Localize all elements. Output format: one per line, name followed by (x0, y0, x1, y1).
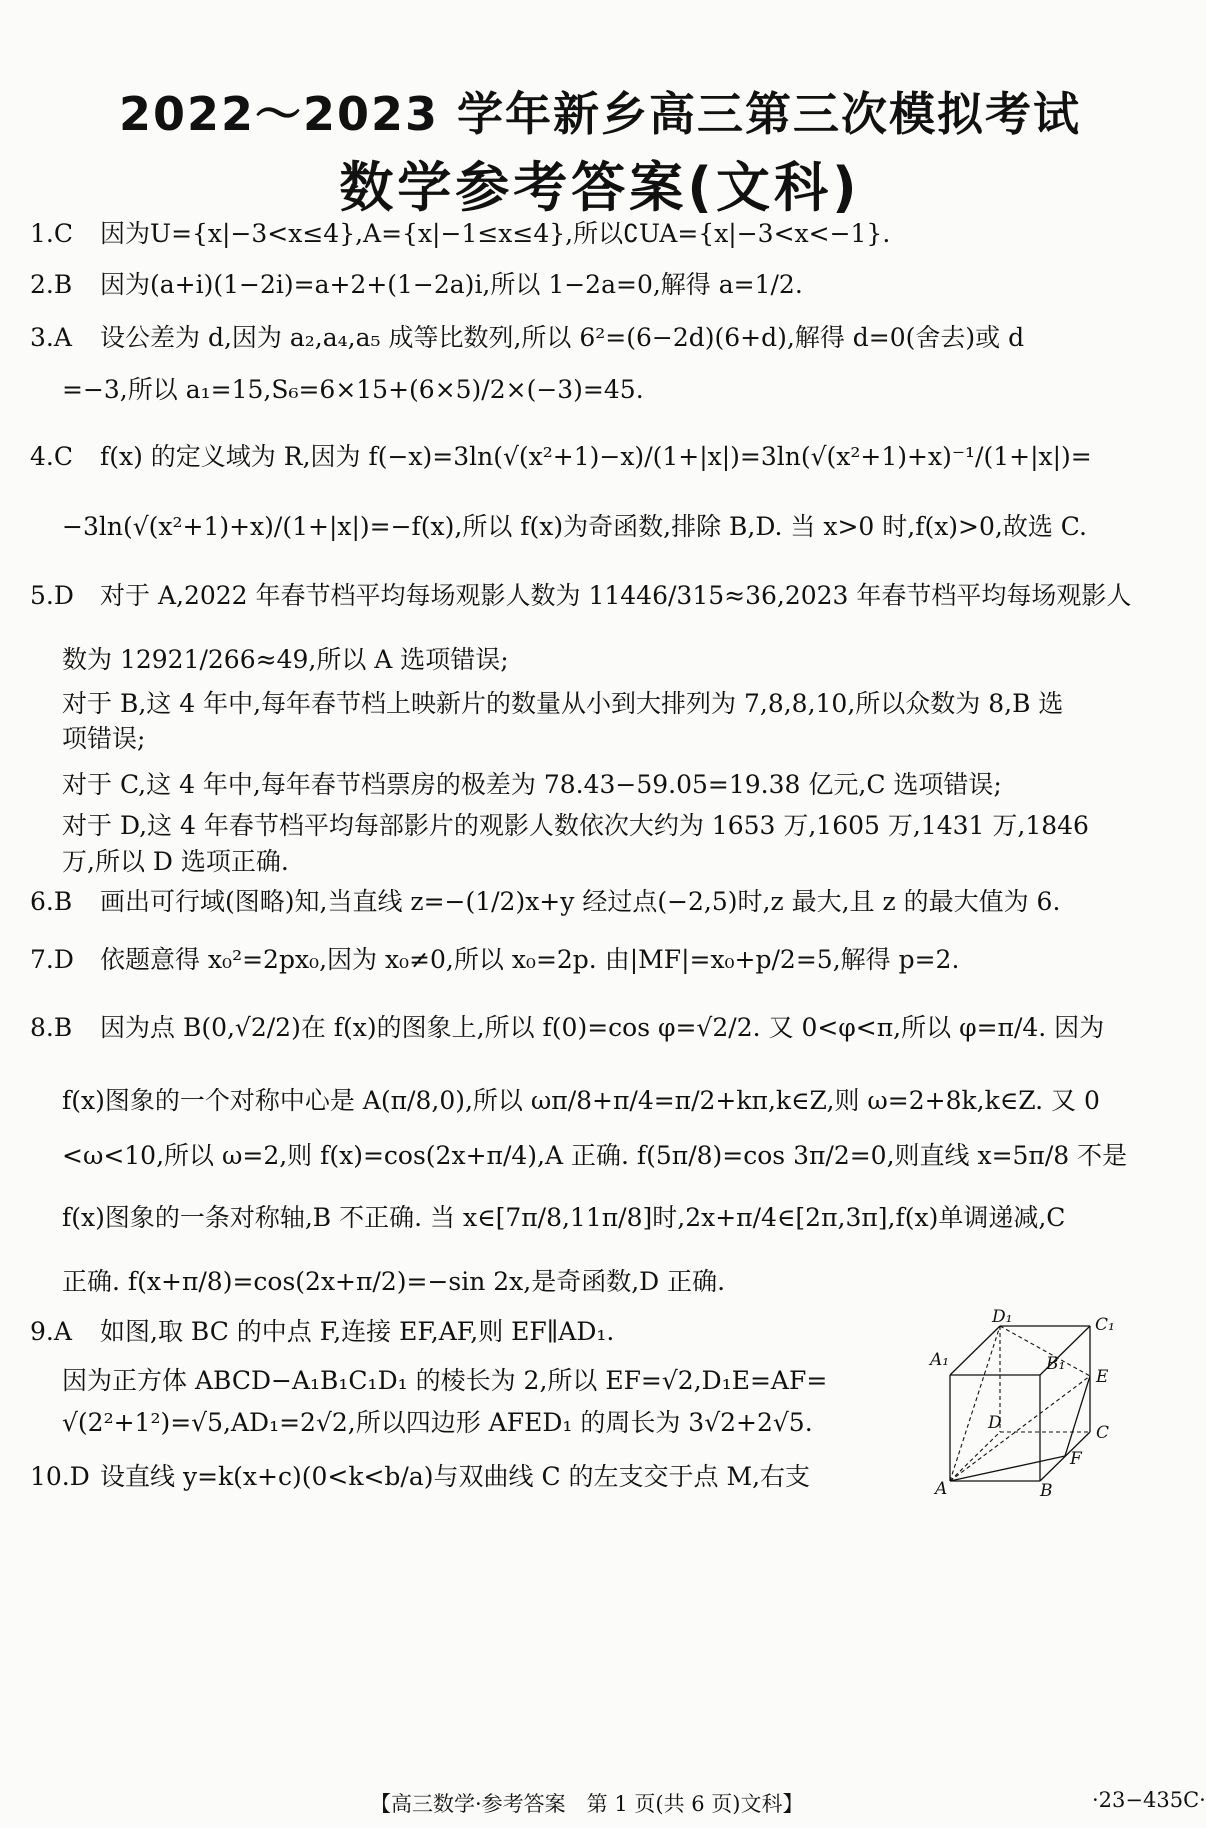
answer-text: f(x)图象的一条对称轴,B 不正确. 当 x∈[7π/8,11π/8]时,2x+π/4∈[2π,3π],f(x)单调递减,C (62, 1203, 1066, 1232)
answer-line (30, 1312, 614, 1348)
answer-text: 如图,取 BC 的中点 F,连接 EF,AF,则 EF∥AD₁. (100, 1317, 615, 1346)
question-number: 10.D (30, 1462, 90, 1491)
question-number: 6.B (30, 887, 73, 916)
answer-line (30, 882, 1060, 918)
answer-line (62, 1361, 827, 1397)
question-number: 3.A (30, 323, 72, 352)
answer-text: √(2²+1²)=√5,AD₁=2√2,所以四边形 AFED₁ 的周长为 3√2+2√5. (62, 1408, 813, 1437)
answer-text: 依题意得 x₀²=2px₀,因为 x₀≠0,所以 x₀=2p. 由|MF|=x₀+p/2=5,解得 p=2. (100, 945, 960, 974)
label-E: E (1096, 1367, 1109, 1387)
label-C1: C₁ (1095, 1315, 1115, 1335)
answer-text: 设直线 y=k(x+c)(0<k<b/a)与双曲线 C 的左支交于点 M,右支 (100, 1462, 811, 1491)
answer-line (62, 1198, 1065, 1234)
question-number: 5.D (30, 581, 74, 610)
answer-text: 正确. f(x+π/8)=cos(2x+π/2)=−sin 2x,是奇函数,D 正确. (62, 1267, 726, 1296)
answer-text: f(x) 的定义域为 R,因为 f(−x)=3ln(√(x²+1)−x)/(1+|x|)=3ln(√(x²+1)+x)⁻¹/(1+|x|)= (100, 442, 1092, 471)
question-number: 8.B (30, 1013, 73, 1042)
label-D1: D₁ (992, 1307, 1013, 1327)
exam-title: 2022～2023 学年新乡高三第三次模拟考试 (118, 87, 1082, 141)
answer-text: 因为正方体 ABCD−A₁B₁C₁D₁ 的棱长为 2,所以 EF=√2,D₁E=AF= (62, 1366, 828, 1395)
question-number: 9.A (30, 1317, 72, 1346)
answer-text: =−3,所以 a₁=15,S₆=6×15+(6×5)/2×(−3)=45. (62, 375, 644, 404)
question-number: 4.C (30, 442, 73, 471)
answer-line (62, 842, 289, 878)
answer-text: −3ln(√(x²+1)+x)/(1+|x|)=−f(x),所以 f(x)为奇函数,排除 B,D. 当 x>0 时,f(x)>0,故选 C. (62, 512, 1087, 541)
answer-line (62, 765, 1002, 801)
answer-line (62, 1081, 1100, 1117)
label-B1: B₁ (1046, 1354, 1066, 1374)
answer-line (62, 806, 1089, 842)
answer-line (30, 318, 1024, 354)
answer-text: 万,所以 D 选项正确. (62, 847, 289, 876)
answer-text: 因为(a+i)(1−2i)=a+2+(1−2a)i,所以 1−2a=0,解得 a=1/2. (100, 270, 803, 299)
label-C: C (1096, 1423, 1110, 1443)
answer-line (62, 719, 145, 755)
answer-line (62, 370, 644, 406)
answer-line (62, 684, 1063, 720)
answer-line (30, 437, 1092, 473)
label-D: D (988, 1413, 1002, 1433)
answer-text: 画出可行域(图略)知,当直线 z=−(1/2)x+y 经过点(−2,5)时,z 最大,且 z 的最大值为 6. (100, 887, 1061, 916)
answer-text: <ω<10,所以 ω=2,则 f(x)=cos(2x+π/4),A 正确. f(5π/8)=cos 3π/2=0,则直线 x=5π/8 不是 (62, 1141, 1128, 1170)
answer-text: 因为点 B(0,√2/2)在 f(x)的图象上,所以 f(0)=cos φ=√2/2. 又 0<φ<π,所以 φ=π/4. 因为 (100, 1013, 1105, 1042)
footer-code: ·23−435C· (1092, 1788, 1206, 1812)
answer-line (30, 940, 959, 976)
question-number: 1.C (30, 219, 73, 248)
answer-line (62, 1403, 813, 1439)
answer-line (62, 507, 1087, 543)
label-F: F (1070, 1449, 1082, 1469)
label-B: B (1040, 1481, 1053, 1501)
answer-line (62, 1262, 725, 1298)
answer-line (62, 640, 509, 676)
label-A: A (935, 1479, 948, 1499)
question-number: 7.D (30, 945, 74, 974)
answer-text: 对于 B,这 4 年中,每年春节档上映新片的数量从小到大排列为 7,8,8,10,所以众数为 8,B 选 (62, 689, 1064, 718)
footer-center: 【高三数学·参考答案 第 1 页(共 6 页)文科】 (370, 1792, 804, 1816)
answer-text: 对于 D,这 4 年春节档平均每部影片的观影人数依次大约为 1653 万,1605 万,1431 万,1846 (62, 811, 1089, 840)
answer-line (30, 576, 1131, 612)
answer-line (30, 214, 890, 250)
answer-text: 对于 A,2022 年春节档平均每场观影人数为 11446/315≈36,2023 年春节档平均每场观影人 (100, 581, 1132, 610)
question-number: 2.B (30, 270, 73, 299)
cube-figure (930, 1307, 1180, 1501)
answer-text: f(x)图象的一个对称中心是 A(π/8,0),所以 ωπ/8+π/4=π/2+kπ,k∈Z,则 ω=2+8k,k∈Z. 又 0 (62, 1086, 1100, 1115)
answer-text: 设公差为 d,因为 a₂,a₄,a₅ 成等比数列,所以 6²=(6−2d)(6+d),解得 d=0(舍去)或 d (100, 323, 1025, 352)
answer-line (30, 265, 803, 301)
answer-line (30, 1008, 1104, 1044)
answer-line (62, 1136, 1127, 1172)
answer-text: 项错误; (62, 724, 146, 753)
answer-text: 因为U={x|−3<x≤4},A={x|−1≤x≤4},所以∁UA={x|−3<x<−1}. (100, 219, 891, 248)
answer-subtitle: 数学参考答案(文科) (339, 156, 861, 219)
answer-text: 数为 12921/266≈49,所以 A 选项错误; (62, 645, 509, 674)
answer-line (30, 1457, 810, 1493)
label-A1: A₁ (930, 1350, 950, 1370)
answer-text: 对于 C,这 4 年中,每年春节档票房的极差为 78.43−59.05=19.38 亿元,C 选项错误; (62, 770, 1002, 799)
